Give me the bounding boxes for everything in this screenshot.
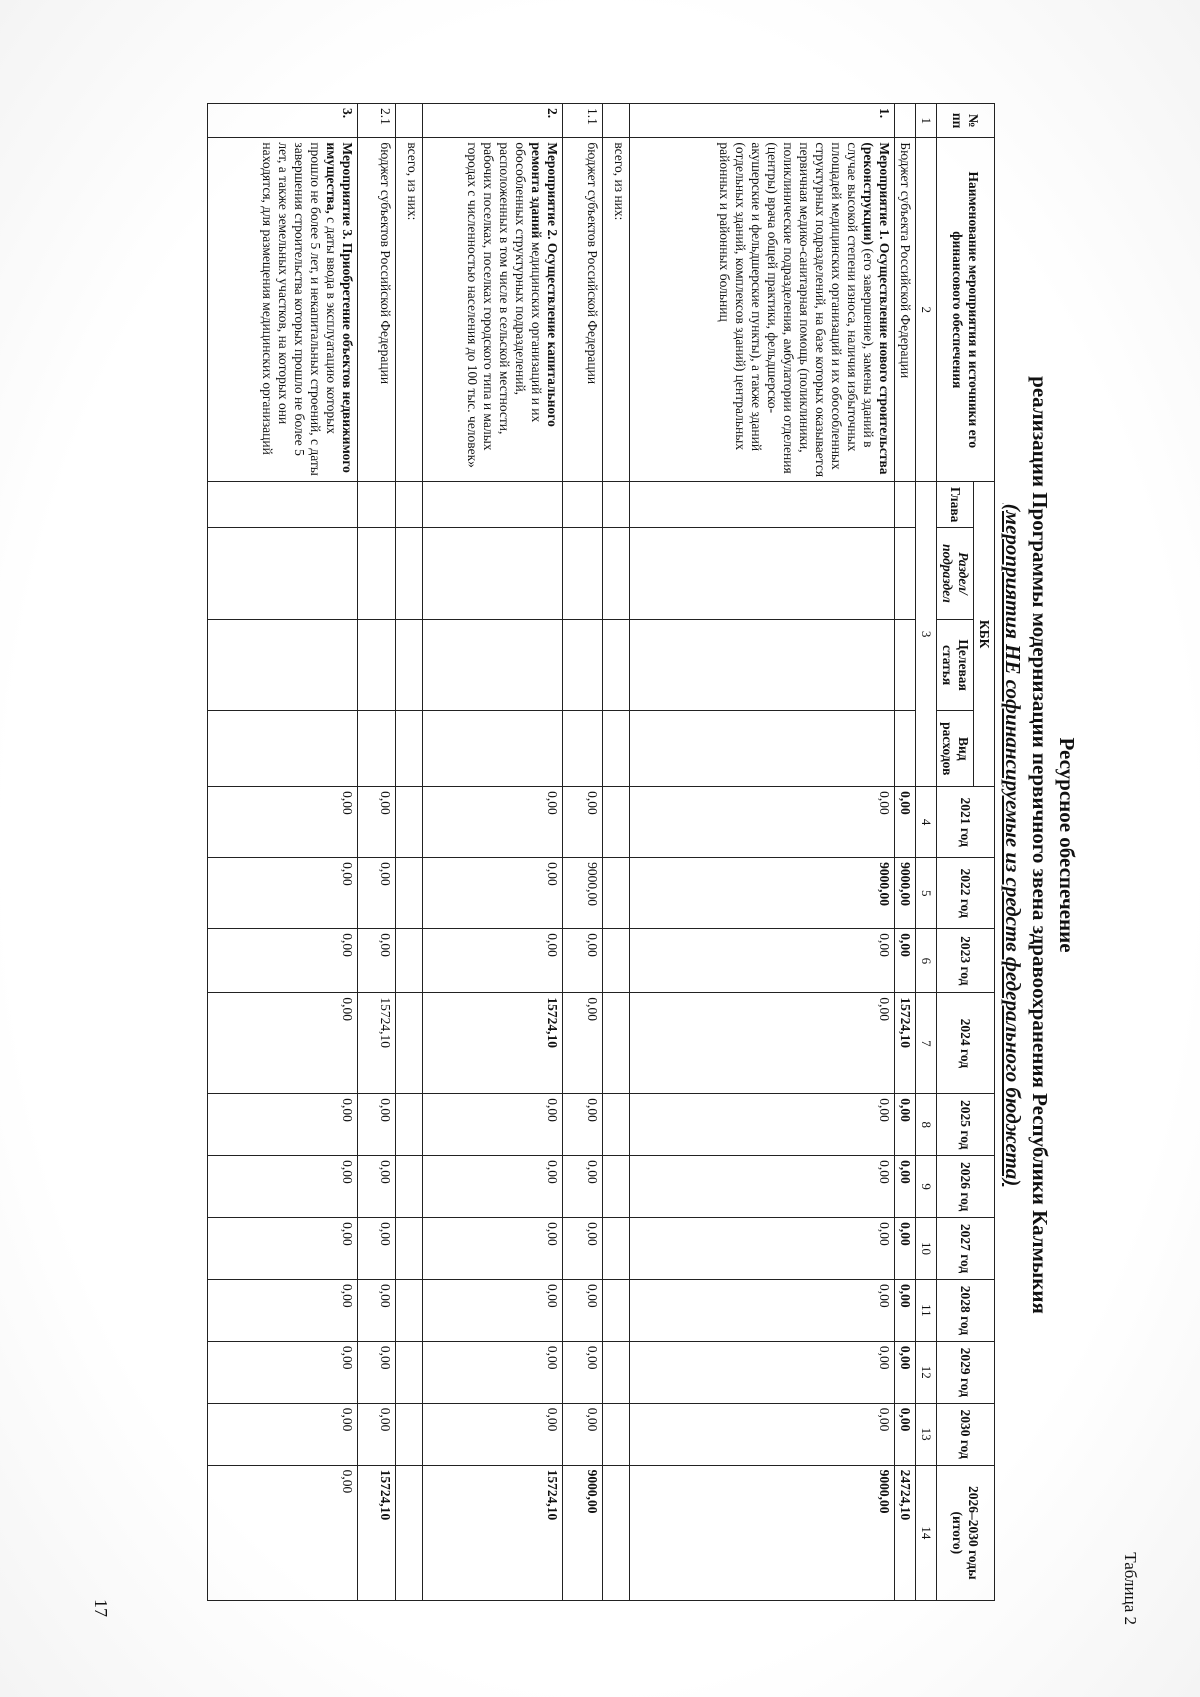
row-name-rest: с даты ввода в эксплуатацию которых прошло не более 5 лет, и некапитальных строений, с даты завершения строительства которых прошло не более 5 лет, а также земельных участков, на которых они находятся, для размещения медицинских организаций <box>260 142 339 476</box>
table-row-budget-total <box>895 104 916 1601</box>
cell-value: 0,00 <box>358 1094 396 1156</box>
cell-value: 0,00 <box>563 1403 603 1465</box>
column-number: 8 <box>916 1094 937 1156</box>
cell-value: 0,00 <box>208 1341 358 1403</box>
cell-value: 0,00 <box>208 929 358 993</box>
cell-value: 0,00 <box>423 1094 563 1156</box>
cell-value: 0,00 <box>358 1156 396 1218</box>
cell-value: 0,00 <box>563 993 603 1094</box>
cell-value: 0,00 <box>208 1218 358 1280</box>
cell-value: 0,00 <box>895 1218 916 1280</box>
col-header-total: 2026–2030 годы (итого) <box>937 1465 995 1600</box>
column-number: 11 <box>916 1279 937 1341</box>
row-name <box>208 138 358 482</box>
col-header-2028: 2028 год <box>937 1279 995 1341</box>
cell-value: 0,00 <box>208 1279 358 1341</box>
cell-value: 0,00 <box>358 1218 396 1280</box>
cell-value: 0,00 <box>423 929 563 993</box>
cell-value: 0,00 <box>630 1218 895 1280</box>
cell-value: 0,00 <box>895 1403 916 1465</box>
column-number-row <box>916 104 937 1601</box>
col-header-vid: Вид расходов <box>937 711 974 787</box>
cell-value: 15724,10 <box>895 993 916 1094</box>
cell-value: 0,00 <box>563 1341 603 1403</box>
table-row-subtotal <box>396 104 423 1601</box>
cell-value: 9000,00 <box>895 858 916 929</box>
title-line-3: (мероприятия НЕ софинансируемые из средств федерального бюджета) <box>1001 503 1025 1187</box>
col-header-2029: 2029 год <box>937 1341 995 1403</box>
page-number: 17 <box>91 1599 111 1617</box>
row-num: 1. <box>630 104 895 138</box>
col-header-2022: 2022 год <box>937 858 995 929</box>
row-num: 3. <box>208 104 358 138</box>
column-number: 13 <box>916 1403 937 1465</box>
column-number: 1 <box>916 104 937 138</box>
col-header-razdel: Раздел/ подраздел <box>937 528 974 620</box>
title-line-2: реализации Программы модернизации первичного звена здравоохранения Республики Калмыкия <box>1028 376 1052 1314</box>
table-row-measure-2 <box>423 104 563 1601</box>
row-name-rest: (его завершение), замены зданий в случае высокой степени износа, наличия избыточных площадей медицинских организаций и их обособленных структурных подразделений, на базе которых оказывается первичная медико-санитарная помощь (поликлиники, поликлинические подразделения, амбулатории отделения (центры) врача общей практики, фельдшерско-акушерские и фельдшерские пункты), а также зданий (отдельных зданий, комплексов зданий) центральных районных и районных больниц <box>717 142 876 478</box>
row-name-bold: Мероприятие 1. Осуществление нового строительства (реконструкции) <box>861 142 892 475</box>
column-number: 9 <box>916 1156 937 1218</box>
cell-value: 9000,00 <box>563 1465 603 1600</box>
cell-value: 0,00 <box>358 858 396 929</box>
row-name: всего, из них: <box>603 138 630 482</box>
cell-value: 0,00 <box>358 1279 396 1341</box>
col-header-kbk: КБК <box>974 482 995 787</box>
col-header-2026: 2026 год <box>937 1156 995 1218</box>
cell-value: 0,00 <box>630 1341 895 1403</box>
column-number: 7 <box>916 993 937 1094</box>
cell-value: 0,00 <box>895 1094 916 1156</box>
col-header-glava: Глава <box>937 482 974 528</box>
cell-value: 0,00 <box>208 1403 358 1465</box>
cell-value: 0,00 <box>423 858 563 929</box>
cell-value: 15724,10 <box>423 1465 563 1600</box>
cell-value: 9000,00 <box>563 858 603 929</box>
column-number: 5 <box>916 858 937 929</box>
col-header-2024: 2024 год <box>937 993 995 1094</box>
document-title <box>999 95 1080 1595</box>
cell-value: 0,00 <box>630 1403 895 1465</box>
table-row-measure-1 <box>630 104 895 1601</box>
cell-value: 0,00 <box>208 858 358 929</box>
cell-value: 0,00 <box>208 993 358 1094</box>
cell-value: 9000,00 <box>630 1465 895 1600</box>
cell-value: 0,00 <box>630 1279 895 1341</box>
row-name: бюджет субъектов Российской Федерации <box>358 138 396 482</box>
col-header-2030: 2030 год <box>937 1403 995 1465</box>
table-row-1-1 <box>563 104 603 1601</box>
cell-value: 0,00 <box>630 787 895 858</box>
row-num: 1.1 <box>563 104 603 138</box>
cell-value: 0,00 <box>563 787 603 858</box>
cell-value: 0,00 <box>563 1279 603 1341</box>
col-header-name: Наименование мероприятия и источники его финансового обеспечения <box>937 138 995 482</box>
column-number: 2 <box>916 138 937 482</box>
cell-value: 0,00 <box>423 1218 563 1280</box>
row-name: всего, из них: <box>396 138 423 482</box>
cell-value: 0,00 <box>563 1218 603 1280</box>
table-row-measure-3 <box>208 104 358 1601</box>
row-name-bold: Мероприятие 2. Осуществление капитального ремонта зданий <box>529 142 560 427</box>
row-num <box>396 104 423 138</box>
row-num <box>603 104 630 138</box>
col-header-celevaya: Целевая статья <box>937 619 974 711</box>
resource-table <box>207 103 995 1601</box>
row-name-bold: Мероприятие 3. Приобретение объектов недвижимого имущества, <box>324 142 355 473</box>
title-line-1: Ресурсное обеспечение <box>1055 737 1079 953</box>
row-name: бюджет субъектов Российской Федерации <box>563 138 603 482</box>
table-row-2-1 <box>358 104 396 1601</box>
document-sheet <box>90 95 1140 1625</box>
header-row-1 <box>974 104 995 1601</box>
column-number: 12 <box>916 1341 937 1403</box>
cell-value: 0,00 <box>358 1403 396 1465</box>
cell-value: 0,00 <box>895 1279 916 1341</box>
cell-value: 0,00 <box>208 1094 358 1156</box>
col-header-2027: 2027 год <box>937 1218 995 1280</box>
cell-value: 0,00 <box>208 1156 358 1218</box>
cell-value: 0,00 <box>563 1094 603 1156</box>
cell-value: 15724,10 <box>358 1465 396 1600</box>
cell-value: 0,00 <box>208 1465 358 1600</box>
row-num <box>895 104 916 138</box>
cell-value: 0,00 <box>895 929 916 993</box>
row-name-rest: медицинских организаций и их обособленных структурных подразделений, расположенных в том числе в сельской местности, рабочих поселках, поселках городского типа и малых городах с численностью населения до 100 тыс. человек» <box>465 142 544 468</box>
row-num: 2.1 <box>358 104 396 138</box>
cell-value: 0,00 <box>358 787 396 858</box>
cell-value: 24724,10 <box>895 1465 916 1600</box>
col-header-num: № пп <box>937 104 995 138</box>
row-name <box>630 138 895 482</box>
cell-value: 0,00 <box>895 787 916 858</box>
column-number: 6 <box>916 929 937 993</box>
cell-value: 0,00 <box>358 1341 396 1403</box>
cell-value: 15724,10 <box>358 993 396 1094</box>
cell-value: 0,00 <box>423 1403 563 1465</box>
cell-value: 0,00 <box>630 1094 895 1156</box>
cell-value: 0,00 <box>208 787 358 858</box>
cell-value: 0,00 <box>895 1156 916 1218</box>
cell-value: 0,00 <box>895 1341 916 1403</box>
cell-value: 0,00 <box>358 929 396 993</box>
cell-value: 0,00 <box>630 993 895 1094</box>
table-label: Таблица 2 <box>1121 1552 1140 1625</box>
column-number: 14 <box>916 1465 937 1600</box>
cell-value: 9000,00 <box>630 858 895 929</box>
cell-value: 0,00 <box>630 929 895 993</box>
row-name <box>423 138 563 482</box>
row-num: 2. <box>423 104 563 138</box>
row-name: Бюджет субъекта Российской Федерации <box>895 138 916 482</box>
col-header-2023: 2023 год <box>937 929 995 993</box>
cell-value: 0,00 <box>423 787 563 858</box>
cell-value: 0,00 <box>563 929 603 993</box>
column-number: 3 <box>916 482 937 787</box>
col-header-2021: 2021 год <box>937 787 995 858</box>
cell-value: 0,00 <box>423 1156 563 1218</box>
col-header-2025: 2025 год <box>937 1094 995 1156</box>
cell-value: 0,00 <box>423 1341 563 1403</box>
table-row-subtotal <box>603 104 630 1601</box>
column-number: 4 <box>916 787 937 858</box>
cell-value: 0,00 <box>423 1279 563 1341</box>
cell-value: 0,00 <box>630 1156 895 1218</box>
cell-value: 15724,10 <box>423 993 563 1094</box>
cell-value: 0,00 <box>563 1156 603 1218</box>
column-number: 10 <box>916 1218 937 1280</box>
